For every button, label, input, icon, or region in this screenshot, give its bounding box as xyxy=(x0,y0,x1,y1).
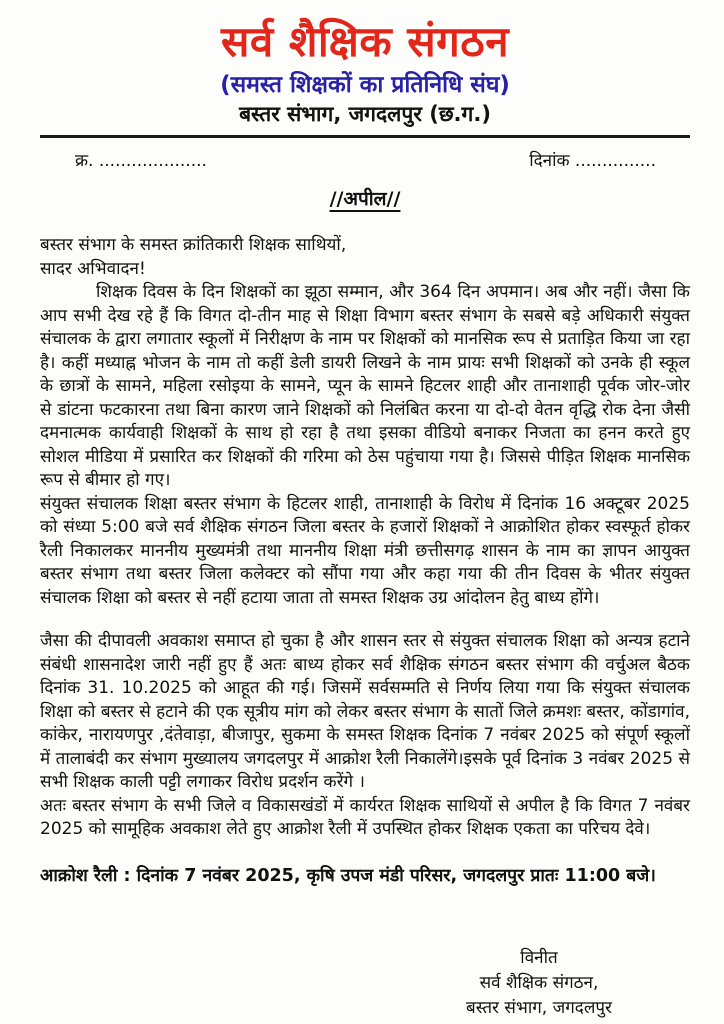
meta-row xyxy=(40,138,690,171)
paragraph-2: संयुक्त संचालक शिक्षा बस्तर संभाग के हिटलर शाही, तानाशाही के विरोध में दिनांक 16 अक्टूबर 2025 को संध्या 5:00 बजे सर्व शैक्षिक संगठन जिला बस्तर के हजारों शिक्षकों ने आक्रोशित होकर स्वस्फूर्त होकर रैली निकालकर माननीय मुख्यमंत्री तथा माननीय शिक्षा मंत्री छत्तीसगढ़ शासन के नाम का ज्ञापन आयुक्त बस्तर संभाग तथा बस्तर जिला कलेक्टर को सौंपा गया और कहा गया की तीन दिवस के भीतर संयुक्त संचालक शिक्षा को बस्तर से नहीं हटाया जाता तो समस्त शिक्षक उग्र आंदोलन हेतु बाध्य होंगे। xyxy=(40,493,690,608)
salutation xyxy=(40,233,690,281)
paragraph-3: जैसा की दीपावली अवकाश समाप्त हो चुका है और शासन स्तर से संयुक्त संचालक शिक्षा को अन्यत्र हटाने संबंधी शासनादेश जारी नहीं हुए हैं अतः बाध्य होकर सर्व शैक्षिक संगठन बस्तर संभाग की वर्चुअल बैठक दिनांक 31. 10.2025 को आहूत की गई। जिसमें सर्वसम्मति से निर्णय लिया गया कि संयुक्त संचालक शिक्षा को बस्तर से हटाने की एक सूत्रीय मांग को लेकर बस्तर संभाग के सातों जिले क्रमशः बस्तर, कोंडागांव, कांकेर, नारायणपुर ,दंतेवाड़ा, बीजापुर, सुकमा के समस्त शिक्षक दिनांक 7 नवंबर 2025 को संपूर्ण स्कूलों में तालाबंदी कर संभाग मुख्यालय जगदलपुर में आक्रोश रैली निकालेंगे।इसके पूर्व दिनांक 3 नवंबर 2025 से सभी शिक्षक काली पट्टी लगाकर विरोध प्रदर्शन करेंगे । xyxy=(40,631,690,793)
salutation-line-2: सादर अभिवादन! xyxy=(40,259,146,280)
paragraph-4: अतः बस्तर संभाग के सभी जिले व विकासखंडों में कार्यरत शिक्षक साथियों से अपील है कि विगत 7 नवंबर 2025 को सामूहिक अवकाश लेते हुए आक्रोश रैली में उपस्थित होकर शिक्षक एकता का परिचय देवे। xyxy=(40,795,690,840)
signature-line-2: सर्व शैक्षिक संगठन, xyxy=(479,972,599,993)
appeal-heading: //अपील// xyxy=(329,188,401,211)
letterhead xyxy=(40,18,690,128)
paragraph-1: शिक्षक दिवस के दिन शिक्षकों का झूठा सम्मान, और 364 दिन अपमान। अब और नहीं। जैसा कि आप सभी देख रहे हैं कि विगत दो-तीन माह से शिक्षा विभाग बस्तर संभाग के सबसे बड़े अधिकारी संयुक्त संचालक के द्वारा लगातार स्कूलों में निरीक्षण के नाम पर शिक्षकों को मानसिक रूप से प्रताड़ित किया जा रहा है। कहीं मध्याह्न भोजन के नाम तो कहीं डेली डायरी लिखने के नाम प्रायः सभी शिक्षकों को उनके ही स्कूल के छात्रों के सामने, महिला रसोइया के सामने, प्यून के सामने हिटलर शाही और तानाशाही पूर्वक जोर-जोर से डांटना फटकारना तथा बिना कारण जाने शिक्षकों को निलंबित करना या दो-दो वेतन वृद्धि रोक देना जैसी दमनात्मक कार्यवाही शिक्षकों के साथ हो रहा है तथा इसका वीडियो बनाकर निजता का हनन करते हुए सोशल मीडिया में प्रसारित कर शिक्षकों की गरिमा को ठेस पहुंचाया गया है। जिससे पीड़ित शिक्षक मानसिक रूप से बीमार हो गए। xyxy=(40,282,690,491)
date-field: दिनांक ............... xyxy=(529,151,656,172)
signature-line-1: विनीत xyxy=(520,947,558,968)
org-subtitle: (समस्त शिक्षकों का प्रतिनिधि संघ) xyxy=(220,72,510,99)
rally-announcement: आक्रोश रैली : दिनांक 7 नवंबर 2025, कृषि उपज मंडी परिसर, जगदलपुर प्रातः 11:00 बजे। xyxy=(40,865,656,886)
signature-line-3: बस्तर संभाग, जगदलपुर xyxy=(466,997,612,1018)
org-title: सर्व शैक्षिक संगठन xyxy=(220,17,510,66)
serial-number-field: क्र. .................... xyxy=(75,151,207,172)
signature-block xyxy=(424,946,654,1021)
salutation-line-1: बस्तर संभाग के समस्त क्रांतिकारी शिक्षक साथियों, xyxy=(40,235,347,256)
org-location: बस्तर संभाग, जगदलपुर (छ.ग.) xyxy=(239,102,491,127)
